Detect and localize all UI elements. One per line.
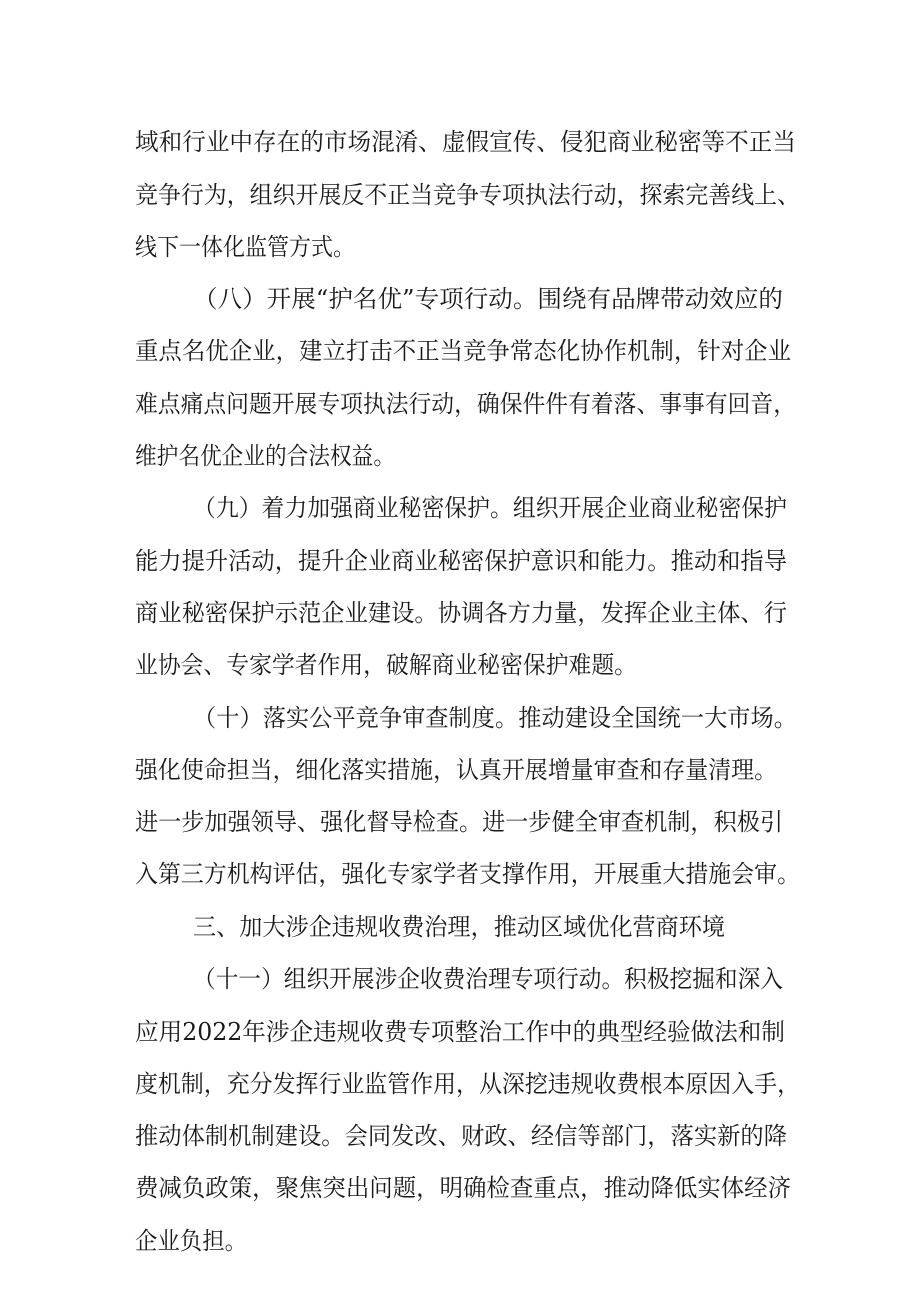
text-line: 域和行业中存在的市场混淆、虚假宣传、侵犯商业秘密等不正当 [135, 128, 796, 156]
section-heading-3: 三、加大涉企违规收费治理，推动区域优化营商环境 [193, 913, 725, 941]
text-line: 竞争行为，组织开展反不正当竞争专项执法行动，探索完善线上、 [135, 181, 800, 209]
text-line: 进一步加强领导、强化督导检查。进一步健全审查机制，积极引 [135, 808, 783, 836]
paragraph-heading-11: （十一）组织开展涉企收费治理专项行动。积极挖掘和深入 [193, 965, 783, 993]
text-line: 推动体制机制建设。会同发改、财政、经信等部门，落实新的降 [135, 1122, 787, 1150]
text-line: 线下一体化监管方式。 [135, 233, 355, 261]
paragraph-heading-9: （九）着力加强商业秘密保护。组织开展企业商业秘密保护 [193, 494, 787, 522]
text-line: 业协会、专家学者作用，破解商业秘密保护难题。 [135, 651, 637, 679]
text-line: 商业秘密保护示范企业建设。协调各方力量，发挥企业主体、行 [135, 599, 787, 627]
text-line: 强化使命担当，细化落实措施，认真开展增量审查和存量清理。 [135, 756, 777, 784]
text-line: 企业负担。 [135, 1227, 247, 1255]
paragraph-heading-8: （八）开展“护名优”专项行动。围绕有品牌带动效应的 [193, 285, 783, 313]
text-line: 应用2022年涉企违规收费专项整治工作中的典型经验做法和制 [135, 1018, 785, 1046]
text-line: 度机制，充分发挥行业监管作用，从深挖违规收费根本原因入手， [135, 1070, 800, 1098]
text-line: 难点痛点问题开展专项执法行动，确保件件有着落、事事有回音， [135, 390, 796, 418]
text-line: 入第三方机构评估，强化专家学者支撑作用，开展重大措施会审。 [135, 860, 800, 888]
text-line: 维护名优企业的合法权益。 [135, 442, 395, 470]
text-line: 费减负政策，聚焦突出问题，明确检查重点，推动降低实体经济 [135, 1174, 791, 1202]
paragraph-heading-10: （十）落实公平竞争审查制度。推动建设全国统一大市场。 [193, 704, 797, 732]
text-line: 能力提升活动，提升企业商业秘密保护意识和能力。推动和指导 [135, 547, 787, 575]
text-line: 重点名优企业，建立打击不正当竞争常态化协作机制，针对企业 [135, 337, 791, 365]
